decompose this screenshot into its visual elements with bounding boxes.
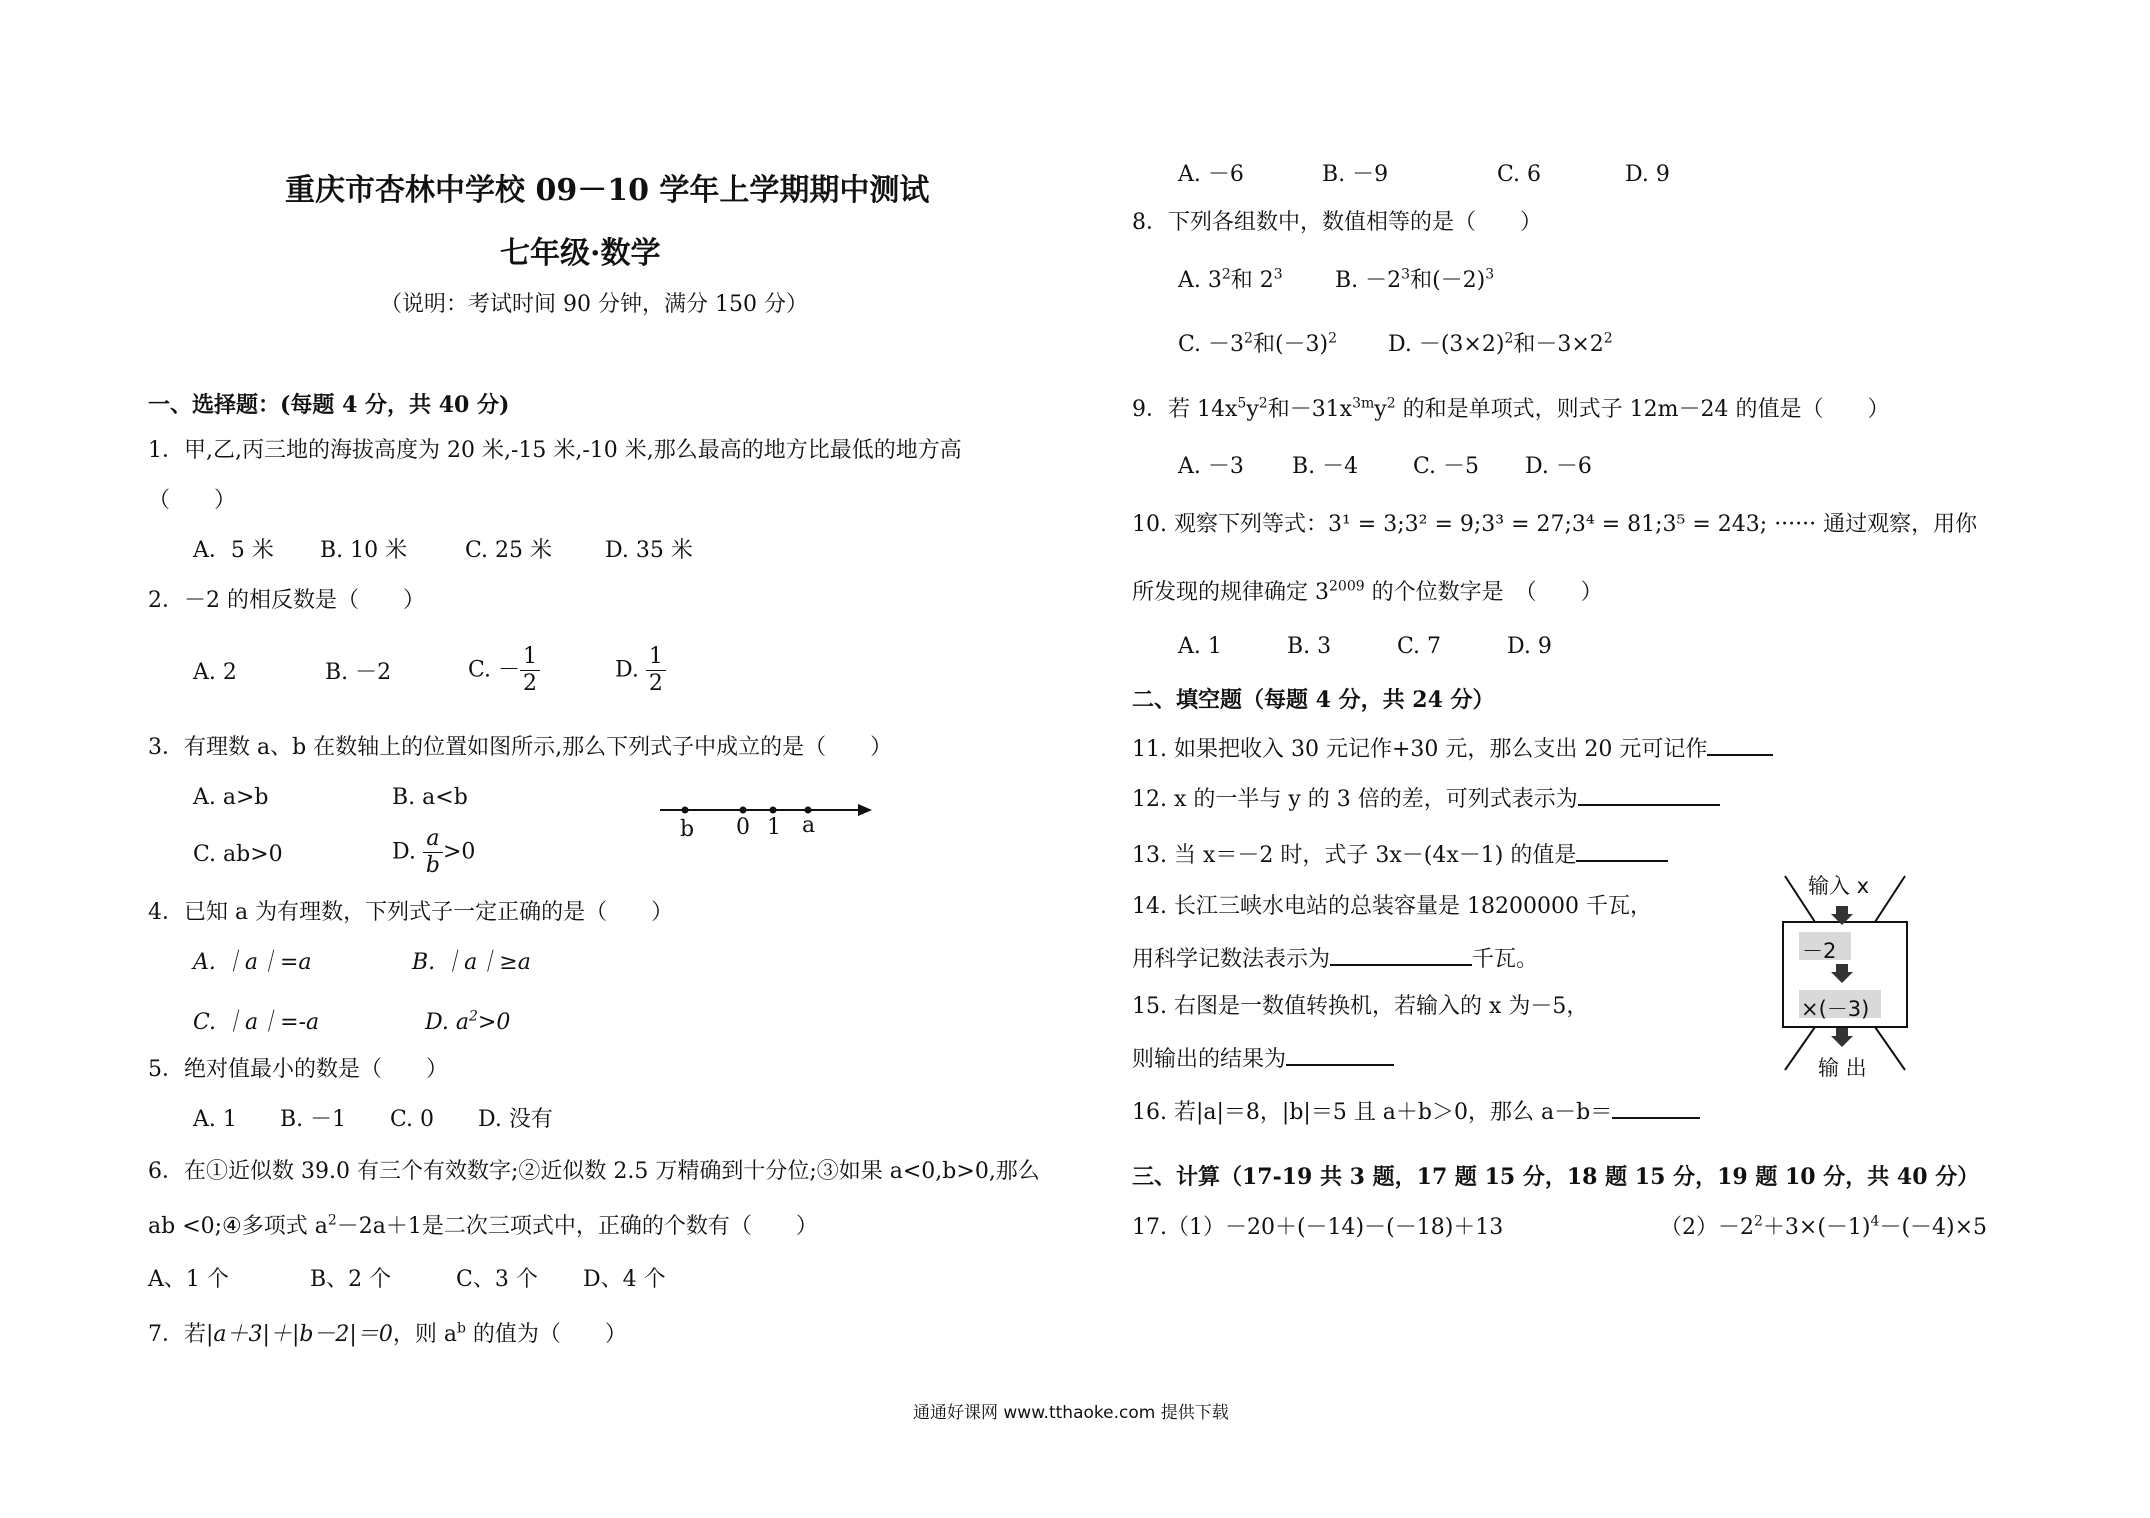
q9-sup4: 2 — [1386, 395, 1396, 412]
q4-stem: 4．已知 a 为有理数，下列式子一定正确的是（ ） — [148, 900, 674, 925]
machine-output-label: 输 出 — [1818, 1056, 1867, 1080]
q7-pre: 7．若 — [148, 1322, 206, 1347]
q8-a-sup2: 3 — [1273, 266, 1283, 283]
q10-option-a: A. 1 — [1178, 634, 1222, 659]
q6-line2 — [148, 1212, 818, 1242]
fraction-numerator: 1 — [646, 644, 666, 671]
q13-stem — [1132, 838, 1668, 871]
q4-option-b: B. ｜a｜≥a — [412, 950, 531, 975]
q3-option-a: A. a>b — [193, 785, 269, 810]
machine-step-subtract: －2 — [1802, 939, 1837, 963]
q9-pre: 9．若 14x — [1132, 397, 1238, 422]
q6-option-c: C、3 个 — [456, 1267, 538, 1292]
q1-option-d: D. 35 米 — [605, 538, 693, 563]
answer-blank[interactable] — [1330, 942, 1472, 966]
q9-sup2: 2 — [1258, 395, 1268, 412]
q17-p2-post: －(－4)×5 — [1879, 1215, 1988, 1240]
q4-option-d-tail: >0 — [477, 1010, 511, 1035]
q1-option-b: B. 10 米 — [320, 538, 408, 563]
q8-option-a — [1178, 266, 1283, 296]
q3-option-c: C. ab>0 — [193, 842, 283, 867]
q11-stem — [1132, 732, 1773, 765]
fraction-numerator: 1 — [520, 644, 540, 671]
conversion-machine-figure — [1775, 870, 1915, 1075]
answer-blank[interactable] — [1286, 1042, 1394, 1066]
q8-a-sup1: 2 — [1221, 266, 1231, 283]
q3-option-d-fraction — [423, 826, 443, 879]
q4-option-d — [425, 1008, 510, 1038]
q6-stem: 6．在①近似数 39.0 有三个有效数字;②近似数 2.5 万精确到十分位;③如果 a<0,b>0,那么 — [148, 1159, 1040, 1184]
q10-post: 通过观察，用你 — [1816, 512, 1978, 537]
q7-option-b: B. －9 — [1322, 162, 1389, 187]
q4-option-d-label: D. a — [425, 1010, 469, 1035]
axis-label-0: 0 — [736, 815, 750, 840]
q17-part-1: 17.（1）－20＋(－14)－(－18)＋13 — [1132, 1215, 1504, 1240]
q9-option-d: D. －6 — [1525, 454, 1592, 479]
answer-blank[interactable] — [1612, 1095, 1700, 1119]
q10-line2 — [1132, 578, 1603, 608]
q1-option-a: A．5 米 — [193, 538, 274, 563]
q9-t3: y — [1374, 397, 1387, 422]
exam-note: （说明：考试时间 90 分钟，满分 150 分） — [380, 292, 808, 317]
q2-stem: 2．－2 的相反数是（ ） — [148, 588, 425, 613]
q2-option-c-fraction — [520, 644, 540, 697]
q10-stem — [1132, 510, 1977, 540]
axis-label-a: a — [802, 813, 816, 838]
q7-expression: |a＋3|＋|b－2|＝0 — [206, 1322, 393, 1347]
q9-t2: 和－31x — [1267, 397, 1353, 422]
fraction-numerator: a — [423, 826, 443, 853]
q8-option-c — [1178, 330, 1337, 360]
q8-d-sup2: 2 — [1603, 330, 1613, 347]
q6-option-a: A、1 个 — [148, 1267, 229, 1292]
q10-option-d: D. 9 — [1507, 634, 1552, 659]
q15-stem: 15. 右图是一数值转换机，若输入的 x 为－5， — [1132, 994, 1589, 1019]
q5-option-a: A. 1 — [193, 1107, 237, 1132]
q7-option-a: A. －6 — [1178, 162, 1244, 187]
q10-line2-post: 的个位数字是 （ ） — [1364, 580, 1603, 605]
q5-stem: 5．绝对值最小的数是（ ） — [148, 1057, 448, 1082]
q14-line2 — [1132, 942, 1538, 975]
q2-option-c-label: C. － — [468, 657, 521, 683]
q9-t1: y — [1246, 397, 1259, 422]
q8-d-mid: 和－3×2 — [1513, 332, 1604, 357]
section-heading-3: 三、计算（17-19 共 3 题，17 题 15 分，18 题 15 分，19 题 10 分，共 40 分） — [1132, 1164, 1980, 1190]
q7-sup: b — [456, 1320, 466, 1337]
q4-option-a: A. ｜a｜=a — [193, 950, 312, 975]
q15-line2 — [1132, 1042, 1394, 1075]
fraction-denominator: 2 — [648, 671, 663, 696]
fraction-denominator: b — [425, 853, 440, 878]
q8-option-d — [1388, 330, 1613, 360]
q13-text: 13. 当 x＝－2 时，式子 3x－(4x－1) 的值是 — [1132, 843, 1577, 868]
q5-option-b: B. －1 — [280, 1107, 347, 1132]
q10-option-c: C. 7 — [1397, 634, 1442, 659]
q17-p2-sup1: 2 — [1754, 1213, 1763, 1230]
q2-option-d-fraction — [646, 644, 666, 697]
q8-c-mid: 和(－3) — [1252, 332, 1329, 357]
q17-p2-mid: ＋3×(－1) — [1762, 1215, 1871, 1240]
answer-blank[interactable] — [1707, 732, 1773, 756]
q8-c-sup2: 2 — [1328, 330, 1338, 347]
page-footer: 通通好课网 www.tthaoke.com 提供下载 — [913, 1403, 1229, 1423]
q5-option-c: C. 0 — [390, 1107, 435, 1132]
exam-subtitle: 七年级·数学 — [500, 236, 661, 271]
q6-line2-sup: 2 — [327, 1212, 337, 1229]
q3-option-b: B. a<b — [392, 785, 468, 810]
q1-paren: （ ） — [148, 488, 237, 513]
q8-b-sup2: 3 — [1485, 266, 1495, 283]
q5-option-d: D. 没有 — [478, 1107, 553, 1132]
answer-blank[interactable] — [1578, 782, 1720, 806]
q7-post: 的值为（ ） — [465, 1322, 627, 1347]
q9-sup3: 3m — [1352, 395, 1375, 412]
q9-option-b: B. －4 — [1292, 454, 1359, 479]
q10-option-b: B. 3 — [1287, 634, 1332, 659]
axis-label-1: 1 — [767, 815, 781, 840]
section-heading-1: 一、选择题：(每题 4 分，共 40 分) — [148, 392, 510, 418]
q6-option-d: D、4 个 — [583, 1267, 666, 1292]
q8-c-pre: C. －3 — [1178, 332, 1245, 357]
q6-option-b: B、2 个 — [310, 1267, 392, 1292]
q8-d-pre: D. －(3×2) — [1388, 332, 1505, 357]
q1-stem: 1．甲,乙,丙三地的海拔高度为 20 米,-15 米,-10 米,那么最高的地方比最低的地方高 — [148, 438, 962, 463]
q9-stem — [1132, 395, 1889, 425]
q1-option-c: C. 25 米 — [465, 538, 553, 563]
q8-b-mid: 和(－2) — [1410, 268, 1486, 293]
q6-line2-post: －2a＋1是二次三项式中，正确的个数有（ ） — [336, 1214, 818, 1239]
q8-option-b — [1335, 266, 1494, 296]
q4-option-c: C. ｜a｜=-a — [193, 1010, 320, 1035]
axis-label-b: b — [680, 817, 695, 842]
q10-equations: 3¹ = 3;3² = 9;3³ = 27;3⁴ = 81;3⁵ = 243; ······ — [1327, 512, 1817, 537]
q4-option-d-sup: 2 — [468, 1008, 478, 1025]
q8-a-mid: 和 2 — [1230, 268, 1274, 293]
q10-line2-sup: 2009 — [1329, 578, 1365, 595]
q9-sup1: 5 — [1237, 395, 1247, 412]
q7-mid: ，则 a — [392, 1322, 457, 1347]
q10-line2-pre: 所发现的规律确定 3 — [1132, 580, 1329, 605]
machine-step-multiply: ×(－3) — [1801, 997, 1870, 1021]
q9-option-c: C. －5 — [1413, 454, 1480, 479]
q3-option-d — [392, 826, 475, 879]
q7-option-c: C. 6 — [1497, 162, 1542, 187]
fraction-denominator: 2 — [523, 671, 538, 696]
exam-title: 重庆市杏林中学校 09－10 学年上学期期中测试 — [285, 173, 930, 208]
q6-line2-pre: ab <0;④多项式 a — [148, 1214, 328, 1239]
q7-stem — [148, 1320, 627, 1350]
q14-stem: 14. 长江三峡水电站的总装容量是 18200000 千瓦， — [1132, 894, 1652, 919]
q8-d-sup1: 2 — [1504, 330, 1514, 347]
q17-p2-pre: （2）－2 — [1660, 1215, 1754, 1240]
q2-option-b: B. －2 — [325, 660, 392, 685]
q2-option-d — [615, 644, 666, 697]
q3-option-d-tail: >0 — [442, 839, 476, 865]
q16-stem — [1132, 1095, 1700, 1128]
q12-text: 12. x 的一半与 y 的 3 倍的差，可列式表示为 — [1132, 787, 1578, 812]
q16-text: 16. 若|a|＝8，|b|＝5 且 a＋b＞0，那么 a－b＝ — [1132, 1100, 1613, 1125]
q8-a-pre: A. 3 — [1178, 268, 1222, 293]
q9-option-a: A. －3 — [1178, 454, 1244, 479]
q17-p2-sup2: 4 — [1870, 1213, 1880, 1230]
q12-stem — [1132, 782, 1720, 815]
q3-stem: 3．有理数 a、b 在数轴上的位置如图所示,那么下列式子中成立的是（ ） — [148, 735, 893, 760]
q14-line2-post: 千瓦。 — [1472, 947, 1539, 972]
q11-text: 11. 如果把收入 30 元记作+30 元，那么支出 20 元可记作 — [1132, 737, 1708, 762]
q3-option-d-label: D. — [392, 839, 416, 865]
q8-b-pre: B. －2 — [1335, 268, 1402, 293]
q2-option-c — [468, 644, 540, 697]
q9-post: 的和是单项式，则式子 12m－24 的值是（ ） — [1395, 397, 1890, 422]
q2-option-d-label: D. — [615, 657, 639, 683]
q8-b-sup1: 3 — [1401, 266, 1411, 283]
q15-line2-text: 则输出的结果为 — [1132, 1047, 1287, 1072]
q7-option-d: D. 9 — [1625, 162, 1670, 187]
q8-stem: 8．下列各组数中，数值相等的是（ ） — [1132, 210, 1542, 235]
q10-pre: 10. 观察下列等式： — [1132, 512, 1328, 537]
q2-option-a: A. 2 — [193, 660, 237, 685]
q17-part-2 — [1660, 1213, 1987, 1243]
machine-input-label: 输入 x — [1808, 874, 1870, 898]
q8-c-sup1: 2 — [1244, 330, 1253, 347]
q14-line2-pre: 用科学记数法表示为 — [1132, 947, 1331, 972]
section-heading-2: 二、填空题（每题 4 分，共 24 分） — [1132, 687, 1495, 713]
answer-blank[interactable] — [1576, 838, 1668, 862]
